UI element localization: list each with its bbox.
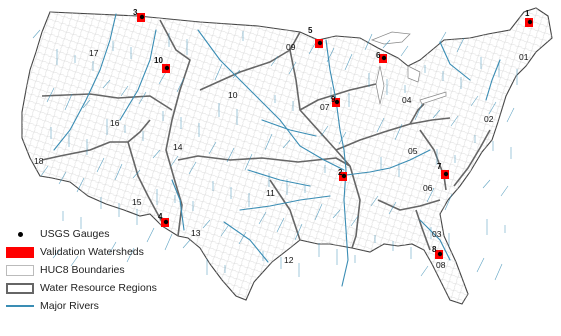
- gauge-label: 2: [338, 168, 343, 177]
- gauge-label: 1: [525, 9, 530, 18]
- gauge-label: 8: [432, 245, 437, 254]
- legend-item-rivers: [4, 298, 99, 314]
- river-line-icon: [6, 305, 34, 307]
- tributary: [507, 108, 514, 122]
- region-label-02: 02: [484, 114, 494, 124]
- tributary: [147, 228, 154, 242]
- gauge-dot-icon: [18, 232, 23, 237]
- tributary: [477, 258, 484, 272]
- gauge-label: 5: [308, 26, 313, 35]
- gauge-label: 10: [154, 56, 163, 65]
- region-label-03: 03: [432, 229, 442, 239]
- region-swatch-icon: [6, 283, 34, 294]
- region-label-01: 01: [519, 52, 529, 62]
- region-label-11: 11: [266, 188, 275, 198]
- usgs-gauge-3: [140, 15, 144, 19]
- legend-label-gauges: USGS Gauges: [40, 228, 110, 240]
- gauge-label: 7: [437, 162, 442, 171]
- region-label-08: 08: [436, 260, 446, 270]
- usgs-gauge-10: [165, 66, 169, 70]
- gauge-label: 3: [133, 8, 138, 17]
- usgs-gauge-7: [444, 172, 448, 176]
- region-label-14: 14: [173, 142, 183, 152]
- usgs-gauge-8: [438, 252, 442, 256]
- gauge-label: 4: [158, 212, 163, 221]
- region-label-06: 06: [423, 183, 433, 193]
- legend-item-regions: [4, 280, 157, 296]
- region-label-07: 07: [320, 102, 330, 112]
- region-label-12: 12: [284, 255, 294, 265]
- tributary: [33, 30, 40, 38]
- legend-item-huc8: [4, 262, 125, 278]
- tributary: [401, 46, 408, 56]
- usgs-gauge-2: [342, 174, 346, 178]
- usgs-gauge-1: [528, 20, 532, 24]
- region-label-09: 09: [286, 42, 296, 52]
- tributary: [165, 234, 172, 250]
- usgs-gauge-6: [382, 56, 386, 60]
- gauge-label: 9: [331, 95, 336, 104]
- region-label-13: 13: [191, 228, 201, 238]
- region-label-17: 17: [89, 48, 99, 58]
- legend-item-gauges: [4, 226, 109, 242]
- usgs-gauge-9: [335, 100, 339, 104]
- tributary: [483, 180, 490, 188]
- region-label-18: 18: [34, 156, 44, 166]
- tributary: [501, 186, 508, 196]
- lake-superior: [372, 32, 410, 44]
- region-label-10: 10: [228, 90, 238, 100]
- tributary: [183, 240, 190, 248]
- huc8-swatch-icon: [6, 265, 34, 276]
- usgs-gauge-5: [318, 41, 322, 45]
- region-label-15: 15: [132, 197, 142, 207]
- tributary: [495, 264, 502, 280]
- region-label-05: 05: [408, 146, 418, 156]
- legend-label-watersheds: Validation Watersheds: [40, 246, 144, 258]
- watershed-swatch-icon: [6, 247, 34, 258]
- usgs-gauge-4: [164, 220, 168, 224]
- legend-item-watersheds: [4, 244, 144, 260]
- region-label-16: 16: [110, 118, 120, 128]
- tributary: [421, 266, 428, 276]
- gauge-label: 6: [376, 51, 381, 60]
- legend-label-regions: Water Resource Regions: [40, 282, 157, 294]
- legend-label-huc8: HUC8 Boundaries: [40, 264, 125, 276]
- legend-label-rivers: Major Rivers: [40, 300, 99, 312]
- region-label-04: 04: [402, 95, 412, 105]
